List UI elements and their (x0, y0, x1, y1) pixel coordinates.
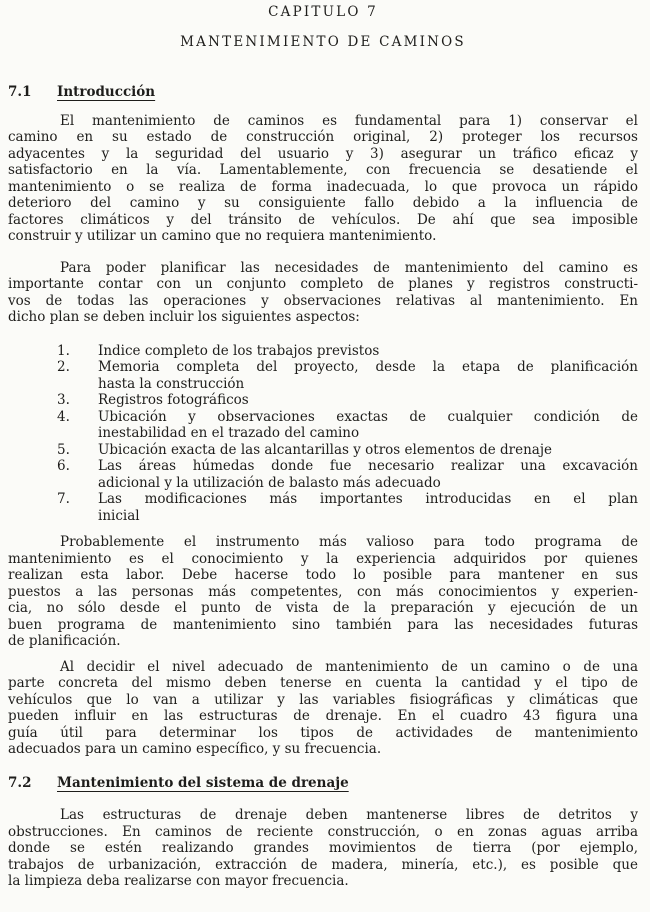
list-item-text (98, 359, 638, 392)
text-line: mantenimiento es el conocimiento y la experiencia adquiridos por quienes (8, 550, 638, 567)
list-item (8, 491, 638, 524)
list-item (8, 409, 638, 442)
text-line: realizan esta labor. Debe hacerse todo lo posible para mantener en sus (8, 567, 638, 583)
paragraph-closing-1 (8, 534, 638, 650)
text-line: El mantenimiento de caminos es fundamental para 1) conservar el (60, 112, 638, 129)
numbered-list (8, 343, 638, 525)
text-line: hasta la construcción (98, 375, 245, 392)
text-line: puestos a las personas más competentes, con más conocimientos y experien- (8, 583, 638, 600)
text-line: parte concreta del mismo deben tenerse en cuenta la cantidad y el tipo de (8, 675, 638, 691)
text-line: la limpieza deba realizarse con mayor frecuencia. (8, 873, 349, 889)
text-line: donde se estén realizando grandes movimientos de tierra (por ejemplo, (8, 840, 638, 856)
list-item (8, 458, 638, 491)
text-line: adyacentes y la seguridad del usuario y 3) asegurar un tráfico eficaz y (8, 145, 638, 162)
text-line: importante contar con un conjunto completo de planes y registros constructi- (8, 276, 638, 292)
text-line: construir y utilizar un camino que no requiera mantenimiento. (8, 228, 437, 244)
section-title: Mantenimiento del sistema de drenaje (57, 774, 349, 791)
text-line: de planificación. (8, 633, 121, 649)
text-line: Las estructuras de drenaje deben mantenerse libres de detritos y (60, 807, 638, 823)
list-item-text (98, 458, 638, 491)
text-line: buen programa de mantenimiento sino también para las necesidades futuras (8, 616, 638, 633)
text-line: obstrucciones. En caminos de reciente construcción, o en zonas aguas arriba (8, 823, 638, 840)
text-line: inestabilidad en el trazado del camino (98, 425, 360, 441)
chapter-label: CAPITULO 7 (268, 4, 378, 20)
list-item-text (98, 392, 638, 409)
section-title: Introducción (57, 84, 156, 100)
paragraph-closing-2 (8, 659, 638, 758)
list-item (8, 359, 638, 392)
text-line: Indice completo de los trabajos previstos (98, 342, 380, 359)
text-line: satisfactorio en la vía. Lamentablemente, con frecuencia se desatiende el (8, 162, 638, 178)
text-line: factores climáticos y del tránsito de vehículos. De ahí que sea imposible (8, 211, 638, 228)
text-line: adecuados para un camino específico, y su frecuencia. (8, 741, 382, 757)
list-item-number: 6. (57, 458, 70, 474)
list-item-text (98, 343, 638, 360)
text-line: pueden influir en las estructuras de drenaje. En el cuadro 43 figura una (8, 708, 638, 724)
chapter-title: MANTENIMIENTO DE CAMINOS (180, 33, 466, 50)
text-line: adicional y la utilización de balasto más adecuado (98, 474, 441, 491)
list-item-text (98, 409, 638, 442)
list-item-number: 5. (57, 441, 70, 458)
text-line: dicho plan se deben incluir los siguientes aspectos: (8, 309, 360, 325)
section-number: 7.1 (8, 84, 32, 100)
text-line: Ubicación y observaciones exactas de cualquier condición de (98, 408, 638, 425)
list-item-number: 2. (57, 359, 70, 375)
list-item (8, 343, 638, 360)
paragraph-intro-1 (8, 113, 638, 245)
list-item-text (98, 491, 638, 524)
text-line: Probablemente el instrumento más valioso para todo programa de (60, 534, 638, 550)
list-item-number: 3. (57, 392, 70, 408)
section-heading-7-1 (8, 84, 638, 101)
text-line: vehículos que lo van a utilizar y las variables fisiográficas y climáticas que (8, 691, 638, 708)
list-item-number: 4. (57, 408, 70, 425)
text-line: cia, no sólo desde el punto de vista de la preparación y ejecución de un (8, 600, 638, 616)
list-item-number: 1. (57, 342, 70, 359)
section-heading-7-2 (8, 775, 638, 792)
text-line: Las modificaciones más importantes introducidas en el plan (98, 491, 638, 507)
text-line: Para poder planificar las necesidades de mantenimiento del camino es (60, 259, 638, 276)
list-item (8, 442, 638, 459)
text-line: Al decidir el nivel adecuado de mantenimiento de un camino o de una (60, 658, 638, 675)
text-line: deterioro del camino y su consiguiente fallo debido a la influencia de (8, 195, 638, 211)
text-line: mantenimiento o se realiza de forma inadecuada, lo que provoca un rápido (8, 178, 638, 195)
text-line: guía útil para determinar los tipos de actividades de mantenimiento (8, 724, 638, 741)
text-line: Ubicación exacta de las alcantarillas y otros elementos de drenaje (98, 441, 552, 458)
list-item-number: 7. (57, 491, 70, 507)
text-line: trabajos de urbanización, extracción de madera, minería, etc.), es posible que (8, 856, 638, 873)
section-number: 7.2 (8, 774, 32, 791)
text-line: inicial (98, 507, 140, 524)
text-line: Las áreas húmedas donde fue necesario realizar una excavación (98, 458, 638, 474)
paragraph-drainage (8, 807, 638, 890)
text-line: Registros fotográficos (98, 392, 249, 408)
text-line: vos de todas las operaciones y observaciones relativas al mantenimiento. En (8, 292, 638, 309)
list-item (8, 392, 638, 409)
text-line: Memoria completa del proyecto, desde la etapa de planificación (98, 359, 638, 375)
text-line: camino en su estado de construcción original, 2) proteger los recursos (8, 129, 638, 145)
paragraph-intro-2 (8, 260, 638, 326)
list-item-text (98, 442, 638, 459)
